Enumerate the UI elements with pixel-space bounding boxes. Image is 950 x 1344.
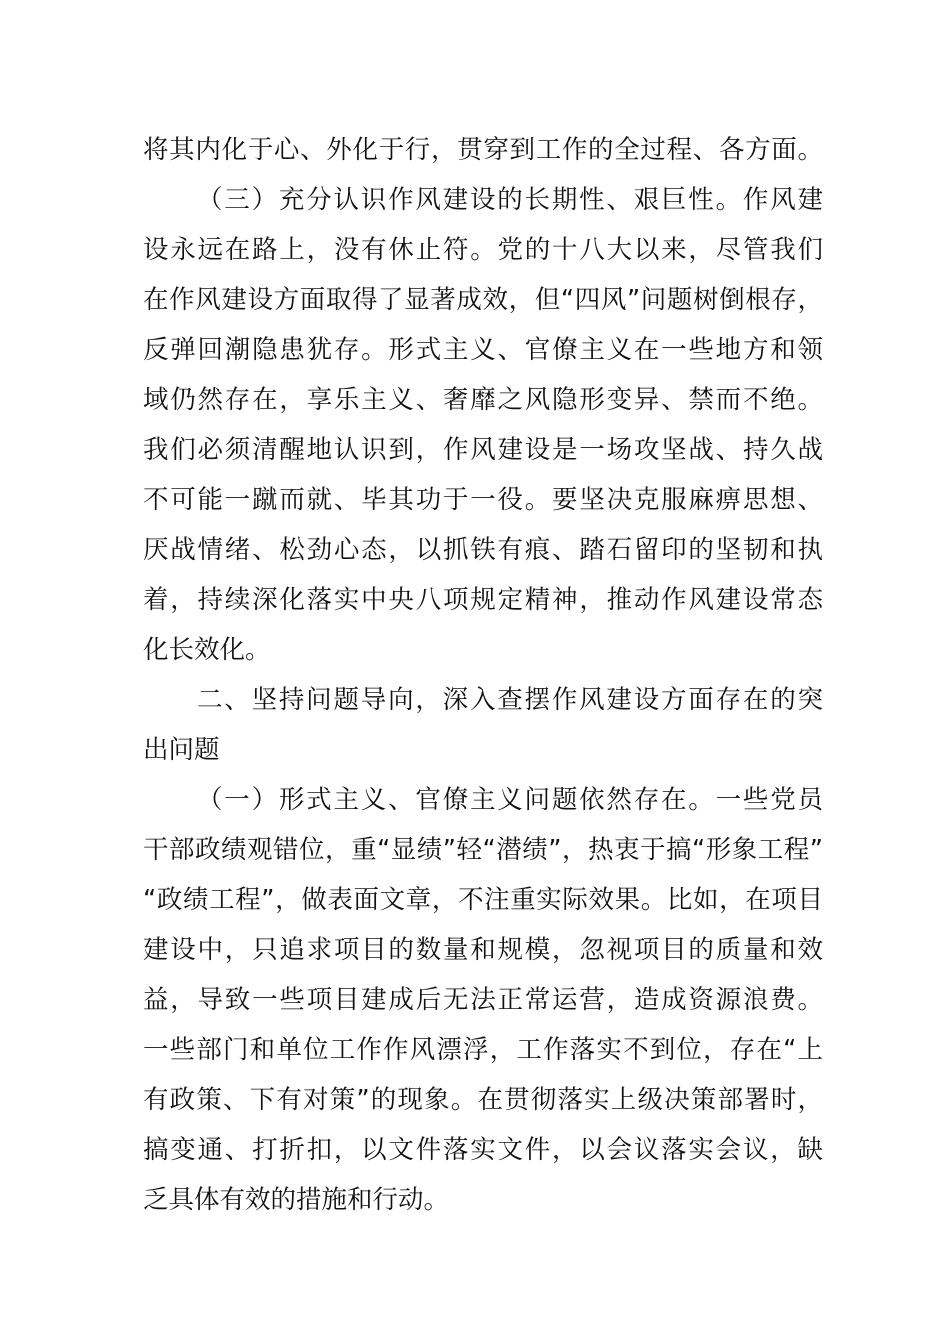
section-heading: 出问题 [143,735,220,765]
text-line: 在作风建设方面取得了显著成效，但“四风”问题树倒根存， [143,285,823,315]
text-line: 着，持续深化落实中央八项规定精神，推动作风建设常态 [143,585,823,615]
text-line: 不可能一蹴而就、毕其功于一役。要坚决克服麻痹思想、 [143,485,823,515]
text-line: 有政策、下有对策”的现象。在贯彻落实上级决策部署时， [143,1085,823,1115]
text-line: 搞变通、打折扣，以文件落实文件，以会议落实会议，缺 [143,1135,823,1165]
text-line: 设永远在路上，没有休止符。党的十八大以来，尽管我们 [143,235,823,265]
text-line: 干部政绩观错位，重“显绩”轻“潜绩”，热衷于搞“形象工程” [143,835,823,865]
text-line: 我们必须清醒地认识到，作风建设是一场攻坚战、持久战 [143,435,823,465]
text-line: （三）充分认识作风建设的长期性、艰巨性。作风建 [197,185,823,215]
section-heading: 二、坚持问题导向，深入查摆作风建设方面存在的突 [197,685,823,715]
text-line: 建设中，只追求项目的数量和规模，忽视项目的质量和效 [143,935,823,965]
text-line: 益，导致一些项目建成后无法正常运营，造成资源浪费。 [143,985,823,1015]
text-line: 化长效化。 [143,635,271,665]
text-line: “政绩工程”，做表面文章，不注重实际效果。比如，在项目 [143,885,823,915]
text-line: 一些部门和单位工作作风漂浮，工作落实不到位，存在“上 [143,1035,823,1065]
text-line: 将其内化于心、外化于行，贯穿到工作的全过程、各方面。 [143,135,823,165]
text-line: 乏具体有效的措施和行动。 [143,1185,450,1215]
text-line: 域仍然存在，享乐主义、奢靡之风隐形变异、禁而不绝。 [143,385,823,415]
text-line: （一）形式主义、官僚主义问题依然存在。一些党员 [197,785,823,815]
text-line: 厌战情绪、松劲心态，以抓铁有痕、踏石留印的坚韧和执 [143,535,823,565]
text-line: 反弹回潮隐患犹存。形式主义、官僚主义在一些地方和领 [143,335,823,365]
